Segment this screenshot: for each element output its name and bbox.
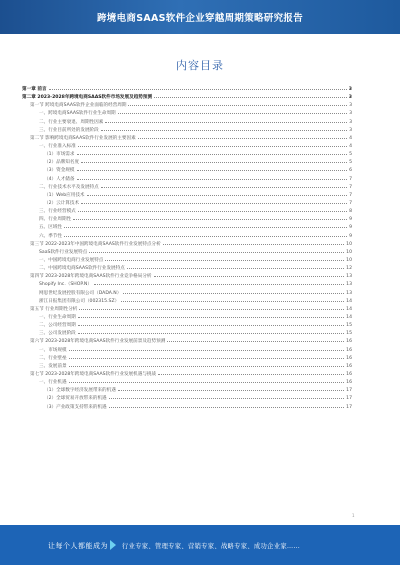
toc-entry-page: 3 (349, 119, 352, 125)
toc-entry-label: （2）全球贸易开放带来的机遇 (44, 396, 107, 402)
toc-heading: 内容目录 (176, 59, 224, 72)
toc-entry-label: 一、行业生命周期 (39, 315, 76, 320)
toc-entry[interactable] (22, 347, 352, 355)
dot-leader (78, 333, 344, 334)
toc-entry-label: SaaS软件行业发展特点 (39, 249, 88, 255)
toc-entry-label: 二、公司经营周期 (39, 323, 76, 329)
dot-leader (69, 358, 345, 359)
toc-entry[interactable] (22, 265, 352, 273)
toc-entry[interactable] (22, 86, 352, 94)
toc-entry[interactable] (22, 135, 352, 143)
toc-entry-label: 二、中国跨境电商SAAS软件行业发展特点 (39, 266, 125, 272)
toc-entry[interactable] (22, 257, 352, 265)
toc-entry-label: 浙江日报集团有限公司（002315.SZ） (39, 298, 120, 304)
toc-entry-label: （1）市场需求 (44, 152, 75, 158)
toc-entry-label: 第一章 前言 (22, 87, 47, 93)
toc-entry[interactable] (22, 200, 352, 208)
toc-entry[interactable] (22, 159, 352, 167)
toc-entry-label: 第二章 2023-2028年跨境电商SAAS软件市场发展及趋势预测 (22, 95, 153, 101)
dot-leader (77, 179, 348, 180)
dot-leader (78, 325, 344, 326)
toc-entry-page: 10 (346, 241, 352, 247)
toc-entry[interactable] (22, 371, 352, 379)
dot-leader (109, 407, 344, 408)
dot-leader (69, 366, 345, 367)
toc-entry-page: 15 (346, 331, 352, 337)
dot-leader (94, 284, 344, 285)
toc-entry-page: 13 (346, 282, 352, 288)
toc-entry-label: （1）全球数字经济发展带来的机遇 (44, 388, 116, 394)
toc-entry-label: （3）资金规模 (44, 168, 75, 174)
dot-leader (73, 219, 347, 220)
toc-entry-label: 一、中国跨境电商行业发展特点 (39, 258, 104, 264)
toc-entry-label: 二、行业主要衰退、周期性因素 (39, 119, 104, 125)
dot-leader (87, 195, 348, 196)
toc-entry[interactable] (22, 403, 352, 411)
toc-entry-label: 三、行业目前所处的发展阶段 (39, 127, 99, 133)
dot-leader (109, 398, 344, 399)
toc-entry-page: 13 (346, 290, 352, 296)
toc-entry-page: 16 (346, 371, 352, 377)
toc-entry-label: 第三节 2022-2023年中国跨境电商SAAS软件行业发展特点分析 (30, 241, 161, 247)
dot-leader (118, 390, 344, 391)
toc-entry[interactable] (22, 224, 352, 232)
dot-leader (69, 382, 345, 383)
toc-entry-label: 三、公司发展阶段 (39, 331, 76, 337)
toc-entry-page: 14 (346, 315, 352, 320)
toc-entry-label: 二、行业壁垒 (39, 355, 67, 361)
toc-entry-page: 5 (349, 152, 352, 158)
toc-entry-page: 3 (349, 111, 352, 117)
toc-entry-page: 3 (349, 127, 352, 133)
dot-leader (154, 276, 345, 277)
toc-entry-label: 第四节 2023-2028年跨境电商SAAS软件行业竞争格局分析 (30, 274, 152, 280)
dot-leader (49, 89, 347, 90)
dot-leader (127, 268, 344, 269)
toc-entry-page: 9 (349, 225, 352, 231)
table-of-contents (22, 86, 352, 412)
arrow-icon (110, 540, 116, 550)
dot-leader (101, 130, 347, 131)
toc-entry-page: 17 (346, 404, 352, 410)
toc-entry-page: 5 (349, 160, 352, 166)
toc-entry-page: 4 (349, 135, 352, 141)
toc-entry-label: 第二节 影响跨境电商SAAS软件行业发展的主要因素 (30, 135, 136, 141)
toc-entry-label: 五、区域性 (39, 225, 62, 231)
toc-entry[interactable] (22, 216, 352, 224)
toc-entry-label: 三、发展前景 (39, 363, 67, 369)
toc-entry-page: 9 (349, 217, 352, 223)
toc-entry[interactable] (22, 192, 352, 200)
toc-entry[interactable] (22, 330, 352, 338)
toc-entry-page: 6 (349, 168, 352, 174)
toc-entry-label: 网思世纪发展控股有限公司（DADA.N） (39, 290, 122, 296)
dot-leader (101, 187, 347, 188)
footer-slogan: 让每个人都能成为 (48, 542, 108, 550)
toc-entry-label: 六、季节性 (39, 233, 62, 239)
toc-entry[interactable] (22, 249, 352, 257)
toc-entry-label: 一、跨境电商SAAS软件行业生命周期 (39, 111, 116, 117)
toc-entry-page: 4 (349, 144, 352, 150)
dot-leader (78, 211, 347, 212)
toc-entry-page: 17 (346, 388, 352, 394)
toc-entry[interactable] (22, 176, 352, 184)
toc-entry-label: 第六节 2023-2028年跨境电商SAAS软件行业发展前景及趋势预测 (30, 339, 166, 345)
toc-entry-label: 三、行业经营模式 (39, 209, 76, 215)
toc-entry[interactable] (22, 241, 352, 249)
toc-entry[interactable] (22, 127, 352, 135)
toc-entry[interactable] (22, 143, 352, 151)
toc-entry[interactable] (22, 306, 352, 314)
toc-entry-page: 7 (349, 184, 352, 190)
dot-leader (105, 260, 344, 261)
toc-entry-label: （4）人才储备 (44, 176, 75, 182)
dot-leader (138, 138, 347, 139)
dot-leader (77, 170, 348, 171)
toc-entry[interactable] (22, 338, 352, 346)
toc-entry[interactable] (22, 208, 352, 216)
dot-leader (81, 203, 347, 204)
dot-leader (123, 293, 344, 294)
toc-entry-label: 一、行业准入标准 (39, 144, 76, 150)
toc-entry-label: （2）品牌知名度 (44, 160, 80, 166)
dot-leader (128, 105, 347, 106)
toc-entry-label: Shopify Inc.（SHOP.N） (39, 282, 92, 288)
dot-leader (167, 341, 344, 342)
toc-entry-label: 二、行业技术水平及发展特点 (39, 184, 99, 190)
dot-leader (118, 113, 347, 114)
toc-entry-label: （2）云计算技术 (44, 201, 80, 207)
toc-entry-page: 15 (346, 323, 352, 329)
toc-entry-label: 四、行业周期性 (39, 217, 72, 223)
dot-leader (79, 309, 344, 310)
dot-leader (89, 252, 344, 253)
dot-leader (158, 374, 344, 375)
toc-entry[interactable] (22, 110, 352, 118)
toc-entry[interactable] (22, 363, 352, 371)
toc-entry-page: 14 (346, 306, 352, 312)
dot-leader (64, 227, 347, 228)
toc-entry[interactable] (22, 184, 352, 192)
toc-entry[interactable] (22, 355, 352, 363)
toc-entry-page: 16 (346, 380, 352, 386)
toc-entry[interactable] (22, 167, 352, 175)
toc-entry-page: 7 (349, 192, 352, 198)
toc-entry-page: 8 (349, 209, 352, 215)
toc-entry-page: 10 (346, 249, 352, 255)
dot-leader (78, 146, 347, 147)
toc-entry[interactable] (22, 102, 352, 110)
dot-leader (77, 154, 348, 155)
toc-entry-label: 第五节 行业周期性分析 (30, 306, 78, 312)
toc-entry-page: 16 (346, 355, 352, 361)
toc-entry-page: 3 (348, 95, 352, 101)
toc-entry-page: 3 (348, 87, 352, 93)
toc-entry-page: 13 (346, 274, 352, 280)
toc-entry[interactable] (22, 298, 352, 306)
toc-entry[interactable] (22, 379, 352, 387)
page-number: 1 (352, 513, 355, 518)
toc-entry[interactable] (22, 94, 352, 102)
toc-entry[interactable] (22, 233, 352, 241)
toc-entry-page: 7 (349, 201, 352, 207)
toc-entry[interactable] (22, 151, 352, 159)
dot-leader (121, 301, 344, 302)
toc-entry-label: 一、行业机遇 (39, 380, 67, 386)
dot-leader (64, 236, 347, 237)
toc-entry-page: 14 (346, 298, 352, 304)
report-footer (0, 525, 400, 565)
toc-entry[interactable] (22, 281, 352, 289)
toc-entry-page: 10 (346, 258, 352, 264)
toc-entry-label: 一、市场规模 (39, 347, 67, 353)
toc-entry-page: 12 (346, 266, 352, 272)
report-title: 跨境电商SAAS软件企业穿越周期策略研究报告 (97, 13, 303, 24)
toc-entry[interactable] (22, 290, 352, 298)
footer-tagline: 行业专家、管理专家、营销专家、战略专家、成功企业家…… (122, 543, 301, 550)
toc-entry[interactable] (22, 322, 352, 330)
toc-entry[interactable] (22, 395, 352, 403)
toc-entry-page: 9 (349, 233, 352, 239)
toc-entry[interactable] (22, 119, 352, 127)
toc-entry-label: （1）Web应用技术 (44, 192, 85, 198)
toc-entry-page: 16 (346, 347, 352, 353)
dot-leader (69, 350, 345, 351)
toc-entry-page: 3 (349, 103, 352, 109)
toc-entry-page: 16 (346, 363, 352, 369)
toc-entry-label: 第一节 跨境电商SAAS软件企业面临的经营周期 (30, 103, 127, 109)
toc-entry-label: （3）产业政策支持带来的机遇 (44, 404, 107, 410)
dot-leader (163, 244, 344, 245)
toc-entry[interactable] (22, 387, 352, 395)
report-header (0, 0, 400, 34)
toc-entry-page: 7 (349, 176, 352, 182)
dot-leader (78, 317, 344, 318)
toc-entry[interactable] (22, 273, 352, 281)
dot-leader (154, 97, 347, 98)
dot-leader (105, 122, 347, 123)
dot-leader (81, 162, 347, 163)
toc-entry-label: 第七节 2023-2028年跨境电商SAAS软件行业发展机遇与挑战 (30, 371, 157, 377)
toc-entry-page: 17 (346, 396, 352, 402)
toc-entry[interactable] (22, 314, 352, 322)
toc-entry-page: 16 (346, 339, 352, 345)
